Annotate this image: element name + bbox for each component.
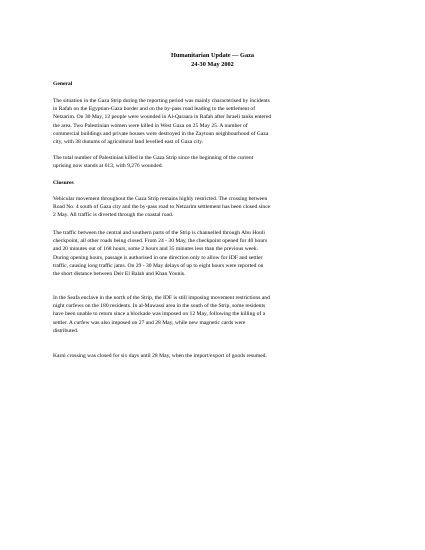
text-line: The total number of Palestinian killed in the Gaza Strip since the beginning of the current	[53, 155, 254, 161]
section-heading-general: General	[53, 81, 73, 87]
general-paragraph-1	[53, 97, 378, 146]
text-line: distributed.	[53, 327, 79, 334]
text-line: The situation in the Gaza Strip during the reporting period was mainly characterised by incidents	[53, 98, 270, 104]
text-line: checkpoint, all other roads being closed. From 24 - 30 May, the checkpoint opened for 40 hours	[53, 238, 268, 245]
closures-paragraph-4	[53, 352, 378, 360]
general-paragraph-2	[53, 154, 378, 170]
text-line: have been unable to return since a blockade was imposed on 12 May, following the killing of a	[53, 311, 266, 318]
text-line: 2 May. All traffic is diverted through the coastal road.	[53, 212, 174, 219]
text-line: commercial buildings and private houses were destroyed in the Zaytoun neighbourhood of Gaza	[53, 130, 269, 137]
text-line: Vehicular movement throughout the Gaza Strip remains highly restricted. The crossing between	[53, 196, 268, 202]
text-line: traffic, causing long traffic jams. On 29 - 30 May delays of up to eight hours were reported on	[53, 262, 264, 269]
text-line: Netzarim. On 30 May, 12 people were wounded in Al-Qaraara in Rafah after Israeli tanks entered	[53, 114, 272, 121]
closures-paragraph-3	[53, 294, 378, 335]
text-line: night curfews on the 180 residents. In al-Mawassi area in the south of the Strip, some residents	[53, 303, 266, 310]
text-line: in Rafah on the Egyptian-Gaza border and on the by-pass road leading to the settlement of	[53, 106, 256, 113]
closures-paragraph-2	[53, 229, 378, 278]
text-line: During opening hours, passage is authorised in one direction only to allow for IDF and settler	[53, 254, 263, 261]
section-heading-closures: Closures	[53, 180, 74, 186]
document-title: Humanitarian Update — Gaza	[170, 52, 255, 59]
text-line: the area. Two Palestinian women were killed in West Gaza on 25 May 25. A number of	[53, 122, 248, 129]
text-line: and 20 minutes out of 168 hours, some 2 hours and 35 minutes less than the previous week.	[53, 246, 258, 253]
text-line: city, with 38 dunums of agricultural land levelled east of Gaza city.	[53, 139, 204, 146]
text-line: The traffic between the central and southern parts of the Strip is channelled through Abu Houli	[53, 230, 265, 236]
text-line: In the Seafa enclave in the north of the Strip, the IDF is still imposing movement restrictions and	[53, 295, 270, 301]
text-line: uprising now stands at 613, with 9,276 wounded.	[53, 163, 164, 170]
text-line: Karni crossing was closed for six days until 28 May, when the import/export of goods resumed.	[53, 353, 267, 359]
text-line: the short distance between Deir El Balah and Khan Younis.	[53, 271, 186, 278]
document-subtitle: 24-30 May 2002	[191, 61, 234, 68]
text-line: settler. A curfew was also imposed on 27 and 28 May, while new magnetic cards were	[53, 319, 246, 326]
text-line: Road No. 4 south of Gaza city and the by-pass road to Netzarim settlement has been closed since	[53, 204, 271, 211]
closures-paragraph-1	[53, 195, 378, 220]
